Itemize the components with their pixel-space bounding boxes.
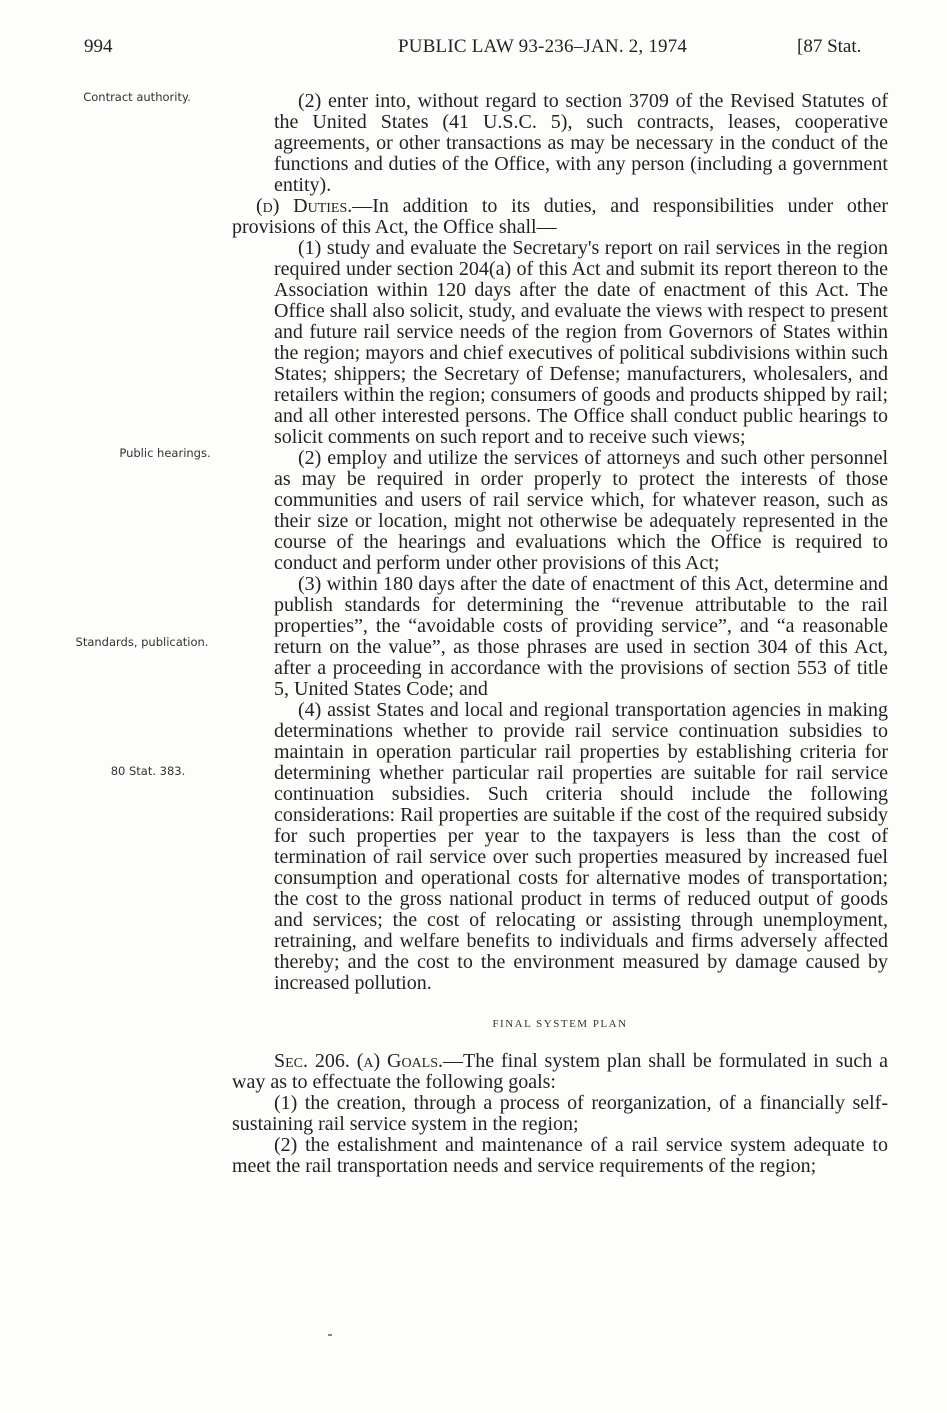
page-number: 994 [84, 36, 113, 57]
volume-reference: [87 Stat. [797, 36, 862, 57]
paragraph-d4: (4) assist States and local and regional transportation agencies in making determinations whether to provide rail service continuation subsidies to maintain in operation particular rail properties by establishing criteria for determining whether particular rail properties are suitable for rail service continuation subsidies. Such criteria should include the following considerations: Rail properties are suitable if the cost of the required subsidy for such properties per year to the taxpayers is less than the cost of termination of rail service over such properties measured by increased fuel consumption and operational costs for alternative modes of transportation; the cost to the gross national product in terms of reduced output of goods and services; the cost of relocating or assisting through unemployment, retraining, and welfare benefits to individuals and firms adversely affected thereby; and the cost to the environment measured by damage caused by increased pollution. [274, 699, 888, 994]
paragraph-d1: (1) study and evaluate the Secretary's report on rail services in the region required under section 204(a) of this Act and submit its report thereon to the Association within 120 days after the date of enactment of this Act. The Office shall also solicit, study, and evaluate the views with respect to present and future rail service needs of the region from Governors of States within the region; mayors and chief executives of political subdivisions within such States; shippers; the Secretary of Defense; manufacturers, wholesalers, and retailers within the region; consumers of goods and products shipped by rail; and all other interested persons. The Office shall conduct public hearings to solicit comments on such report and to receive such views; [274, 237, 888, 448]
margin-note-standards-publication: Standards, publication. [75, 635, 209, 649]
paragraph-a2: (2) the estalishment and maintenance of a rail service system adequate to meet the rail transportation needs and service requirements of the region; [232, 1134, 888, 1177]
body-text [232, 91, 888, 1177]
section-206-heading: Sec. 206. (a) Goals. [274, 1050, 444, 1072]
subsection-d-text: —In addition to its duties, and responsibilities under other provisions of this Act, the Office shall— [232, 195, 888, 238]
section-206 [232, 1051, 888, 1093]
paragraph-d3: (3) within 180 days after the date of enactment of this Act, determine and publish standards for determining the “revenue attributable to the rail properties”, the “avoidable costs of providing service”, and “a reasonable return on the value”, as those phrases are used in section 304 of this Act, after a proceeding in accordance with the provisions of section 553 of title 5, United States Code; and [274, 573, 888, 700]
subsection-d-heading: (d) Duties. [256, 195, 353, 217]
paragraph-a1: (1) the creation, through a process of reorganization, of a financially self-sustaining rail service system in the region; [232, 1092, 888, 1135]
margin-note-statute-citation: 80 Stat. 383. [110, 764, 186, 778]
paragraph-c2: (2) enter into, without regard to section 3709 of the Revised Statutes of the United States (41 U.S.C. 5), such contracts, leases, cooperative agreements, or other transactions as may be necessary in the conduct of the functions and duties of the Office, with any person (including a government entity). [274, 90, 888, 196]
section-206-text: —The final system plan shall be formulated in such a way as to effectuate the following goals: [232, 1050, 888, 1093]
running-title: PUBLIC LAW 93-236–JAN. 2, 1974 [398, 36, 688, 57]
margin-note-public-hearings: Public hearings. [119, 446, 211, 460]
margin-note-contract-authority: Contract authority. [83, 90, 191, 104]
page-mark [328, 1334, 332, 1336]
section-heading: FINAL SYSTEM PLAN [492, 1018, 628, 1030]
subsection-d [232, 196, 888, 238]
paragraph-d2: (2) employ and utilize the services of attorneys and such other personnel as may be required in order properly to protect the interests of those communities and users of rail service which, for whatever reason, such as their size or location, might not otherwise be adequately represented in the course of the hearings and evaluations which the Office is required to conduct and perform under other provisions of this Act; [274, 447, 888, 574]
